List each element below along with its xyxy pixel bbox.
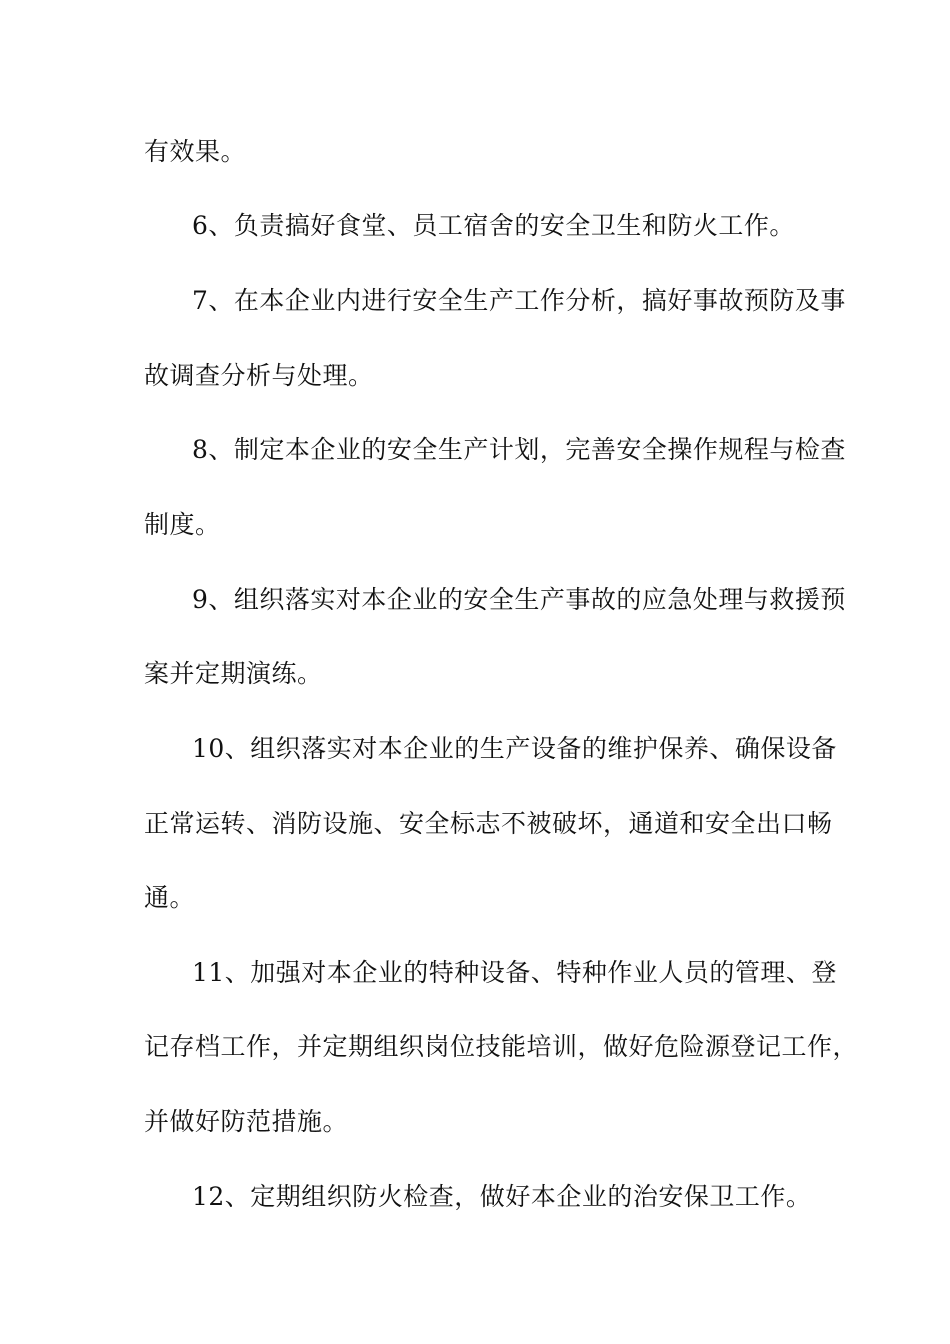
item-12: 12、定期组织防火检查，做好本企业的治安保卫工作。 — [192, 1182, 812, 1211]
text-line: 记存档工作，并定期组织岗位技能培训，做好危险源登记工作， — [144, 1032, 859, 1061]
text-line: 正常运转、消防设施、安全标志不被破坏，通道和安全出口畅 — [144, 809, 833, 838]
text-line: 有效果。 — [144, 137, 247, 166]
item-8: 8、制定本企业的安全生产计划，完善安全操作规程与检查 — [192, 435, 846, 464]
text-line: 制度。 — [144, 510, 221, 539]
text-line: 故调查分析与处理。 — [144, 361, 374, 390]
item-7: 7、在本企业内进行安全生产工作分析，搞好事故预防及事 — [192, 286, 846, 315]
item-9: 9、组织落实对本企业的安全生产事故的应急处理与救援预 — [192, 585, 846, 614]
text-line: 通。 — [144, 883, 196, 912]
item-10: 10、组织落实对本企业的生产设备的维护保养、确保设备 — [192, 734, 837, 763]
text-line: 案并定期演练。 — [144, 659, 323, 688]
item-6: 6、负责搞好食堂、员工宿舍的安全卫生和防火工作。 — [192, 211, 795, 240]
text-line: 并做好防范措施。 — [144, 1107, 349, 1136]
item-11: 11、加强对本企业的特种设备、特种作业人员的管理、登 — [192, 958, 837, 987]
